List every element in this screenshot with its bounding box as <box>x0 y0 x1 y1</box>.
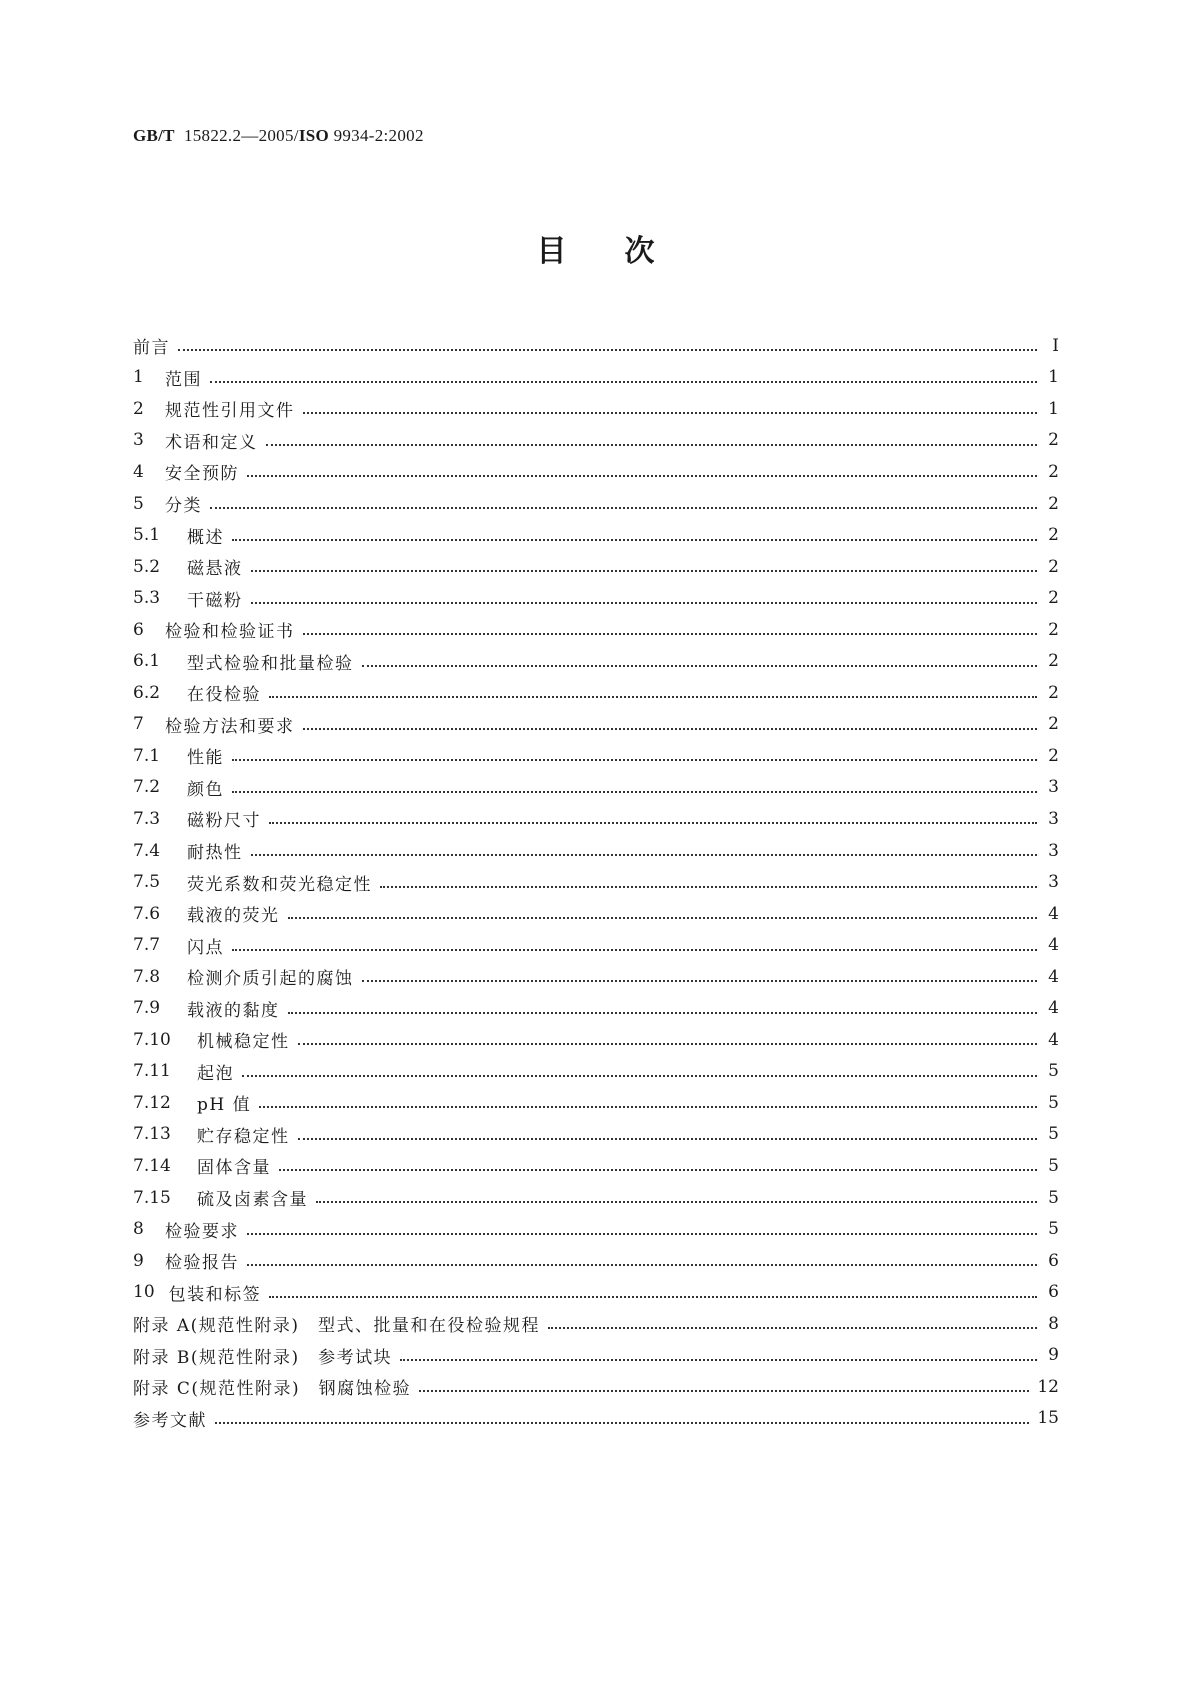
dot-leader <box>232 758 1037 761</box>
toc-entry-number: 7 <box>133 714 144 735</box>
toc-entry[interactable] <box>133 551 1059 583</box>
dot-leader <box>269 1295 1037 1298</box>
dot-leader <box>288 916 1038 919</box>
toc-entry-label: 安全预防 <box>165 464 239 485</box>
toc-entry-number: 10 <box>133 1282 155 1303</box>
toc-entry-page: 2 <box>1048 525 1059 546</box>
iso-number: 9934-2:2002 <box>333 126 424 145</box>
toc-entry-page: 3 <box>1048 808 1059 829</box>
toc-entry-label: 颜色 <box>187 779 224 800</box>
dot-leader <box>288 1011 1038 1014</box>
toc-entry[interactable] <box>133 456 1059 488</box>
toc-entry-page: 2 <box>1048 556 1059 577</box>
toc-entry-page: 1 <box>1048 367 1059 388</box>
toc-entry-page: 2 <box>1048 430 1059 451</box>
toc-entry-label: 贮存稳定性 <box>197 1126 290 1147</box>
toc-entry-label: 在役检验 <box>187 685 261 706</box>
dot-leader <box>548 1326 1037 1329</box>
toc-entry[interactable] <box>133 425 1059 457</box>
toc-entry[interactable] <box>133 1245 1059 1277</box>
dot-leader <box>215 1421 1029 1424</box>
toc-entry-page: 4 <box>1048 998 1059 1019</box>
toc-entry[interactable] <box>133 835 1059 867</box>
toc-entry-page: 2 <box>1048 745 1059 766</box>
toc-entry-label: 检验要求 <box>165 1221 239 1242</box>
dot-leader <box>316 1200 1037 1203</box>
toc-entry-label: 性能 <box>187 748 224 769</box>
toc-entry[interactable] <box>133 519 1059 551</box>
toc-entry[interactable] <box>133 1340 1059 1372</box>
dot-leader <box>298 1042 1038 1045</box>
dot-leader <box>210 380 1037 383</box>
dot-leader <box>362 979 1038 982</box>
toc-entry-label: 起泡 <box>197 1063 234 1084</box>
toc-entry-label: 耐热性 <box>187 843 243 864</box>
dot-leader <box>251 601 1038 604</box>
toc-entry[interactable] <box>133 645 1059 677</box>
dot-leader <box>266 443 1038 446</box>
dot-leader <box>259 1105 1037 1108</box>
toc-entry-page: 5 <box>1048 1124 1059 1145</box>
toc-entry-page: 15 <box>1037 1408 1059 1429</box>
toc-entry-number: 6 <box>133 619 144 640</box>
toc-entry[interactable] <box>133 1056 1059 1088</box>
toc-entry-page: 12 <box>1037 1376 1059 1397</box>
toc-entry[interactable] <box>133 740 1059 772</box>
toc-entry-number: 7.15 <box>133 1187 171 1208</box>
toc-entry[interactable] <box>133 1308 1059 1340</box>
toc-entry-label: 范围 <box>165 369 202 390</box>
toc-entry-number: 3 <box>133 430 144 451</box>
toc-entry-label: 分类 <box>165 496 202 516</box>
toc-entry-label: 附录 C(规范性附录) 钢腐蚀检验 <box>133 1379 412 1400</box>
toc-entry-number: 5.2 <box>133 556 161 577</box>
toc-entry[interactable] <box>133 677 1059 709</box>
toc-entry-label: 检验和检验证书 <box>165 622 295 643</box>
toc-entry[interactable] <box>133 1182 1059 1214</box>
toc-entry[interactable] <box>133 614 1059 646</box>
toc-entry-label: 概述 <box>187 527 224 548</box>
toc-entry[interactable] <box>133 488 1059 520</box>
toc-entry-page: 4 <box>1048 935 1059 956</box>
dot-leader <box>298 1137 1038 1140</box>
toc-entry-number: 1 <box>133 367 144 388</box>
toc-entry-page: 2 <box>1048 682 1059 703</box>
toc-entry-number: 7.13 <box>133 1124 171 1145</box>
toc-entry-page: 2 <box>1048 461 1059 482</box>
toc-entry-number: 2 <box>133 398 144 419</box>
toc-entry-label: 规范性引用文件 <box>165 401 295 422</box>
toc-entry-page: 6 <box>1048 1250 1059 1271</box>
toc-entry[interactable] <box>133 362 1059 394</box>
toc-entry[interactable] <box>133 1213 1059 1245</box>
dot-leader <box>247 1263 1037 1266</box>
page-title: 目次 <box>536 234 713 269</box>
toc-entry-number: 5.1 <box>133 525 161 546</box>
table-of-contents <box>133 330 1059 1434</box>
toc-entry-number: 7.7 <box>133 935 161 956</box>
toc-entry-label: 附录 A(规范性附录) 型式、批量和在役检验规程 <box>133 1316 540 1337</box>
standard-header <box>133 126 424 146</box>
toc-entry[interactable] <box>133 1150 1059 1182</box>
toc-entry-label: 磁粉尺寸 <box>187 811 261 832</box>
toc-entry-page: 2 <box>1048 714 1059 735</box>
toc-entry[interactable] <box>133 330 1059 362</box>
dot-leader <box>279 1168 1037 1171</box>
toc-entry-page: 2 <box>1048 493 1059 514</box>
toc-entry-label: 附录 B(规范性附录) 参考试块 <box>133 1347 393 1368</box>
toc-entry-label: 荧光系数和荧光稳定性 <box>187 874 372 895</box>
toc-entry-number: 6.1 <box>133 651 161 672</box>
toc-entry-number: 7.10 <box>133 1029 171 1050</box>
dot-leader <box>400 1358 1037 1361</box>
toc-entry-label: 干磁粉 <box>187 590 243 611</box>
toc-entry-number: 4 <box>133 461 144 482</box>
toc-entry[interactable] <box>133 1024 1059 1056</box>
iso-prefix: ISO <box>298 126 330 145</box>
toc-entry-page: 3 <box>1048 777 1059 798</box>
toc-entry-page: 5 <box>1048 1155 1059 1176</box>
toc-entry[interactable] <box>133 929 1059 961</box>
toc-entry-label: 载液的黏度 <box>187 1000 280 1021</box>
toc-entry-number: 7.2 <box>133 777 161 798</box>
toc-entry-number: 7.12 <box>133 1092 171 1113</box>
dot-leader <box>269 695 1037 698</box>
toc-entry[interactable] <box>133 1087 1059 1119</box>
toc-entry-label: 参考文献 <box>133 1410 207 1431</box>
toc-entry-label: 硫及卤素含量 <box>197 1190 308 1211</box>
toc-entry[interactable] <box>133 898 1059 930</box>
dot-leader <box>380 885 1037 888</box>
dot-leader <box>303 411 1038 414</box>
toc-entry[interactable] <box>133 582 1059 614</box>
toc-entry-page: 9 <box>1048 1345 1059 1366</box>
toc-entry-label: 型式检验和批量检验 <box>187 653 354 674</box>
toc-entry-number: 7.11 <box>133 1061 171 1082</box>
toc-entry-page: 5 <box>1048 1219 1059 1240</box>
toc-entry-label: 机械稳定性 <box>197 1032 290 1053</box>
toc-entry-number: 7.9 <box>133 998 161 1019</box>
toc-entry[interactable] <box>133 1119 1059 1151</box>
toc-entry-page: 2 <box>1048 588 1059 609</box>
dot-leader <box>419 1389 1029 1392</box>
toc-entry-label: 载液的荧光 <box>187 906 280 927</box>
dot-leader <box>247 1232 1037 1235</box>
dot-leader <box>251 569 1038 572</box>
dot-leader <box>242 1074 1037 1077</box>
toc-entry[interactable] <box>133 1403 1059 1435</box>
toc-entry-number: 7.5 <box>133 872 161 893</box>
toc-entry-page: 5 <box>1048 1061 1059 1082</box>
toc-entry-label: 术语和定义 <box>165 432 258 453</box>
toc-entry-page: 8 <box>1048 1313 1059 1334</box>
toc-entry-label: 闪点 <box>187 937 224 958</box>
dot-leader <box>247 474 1037 477</box>
toc-entry-label: 检测介质引起的腐蚀 <box>187 969 354 990</box>
toc-entry-label: 检验报告 <box>165 1253 239 1274</box>
dot-leader <box>232 948 1037 951</box>
toc-entry[interactable] <box>133 803 1059 835</box>
dot-leader <box>362 664 1038 667</box>
dot-leader <box>269 821 1037 824</box>
toc-entry-number: 6.2 <box>133 682 161 703</box>
toc-entry-page: I <box>1052 335 1059 356</box>
toc-entry[interactable] <box>133 1276 1059 1308</box>
toc-entry-label: 检验方法和要求 <box>165 716 295 737</box>
standard-number: 15822.2—2005/ <box>183 126 299 145</box>
toc-entry[interactable] <box>133 866 1059 898</box>
toc-entry-number: 7.14 <box>133 1155 171 1176</box>
toc-entry-page: 4 <box>1048 903 1059 924</box>
toc-entry-page: 3 <box>1048 872 1059 893</box>
dot-leader <box>251 853 1038 856</box>
toc-entry-number: 5.3 <box>133 588 161 609</box>
dot-leader <box>210 506 1037 509</box>
toc-entry[interactable] <box>133 709 1059 741</box>
toc-entry-number: 5 <box>133 493 144 514</box>
toc-entry-number: 8 <box>133 1219 144 1240</box>
standard-prefix: GB/T <box>133 126 175 145</box>
toc-entry[interactable] <box>133 393 1059 425</box>
dot-leader <box>303 727 1038 730</box>
toc-entry-page: 2 <box>1048 619 1059 640</box>
toc-entry-number: 7.3 <box>133 808 161 829</box>
toc-entry-number: 7.6 <box>133 903 161 924</box>
toc-entry-page: 2 <box>1048 651 1059 672</box>
toc-entry[interactable] <box>133 992 1059 1024</box>
toc-entry-label: 固体含量 <box>197 1158 271 1179</box>
toc-entry-page: 4 <box>1048 1029 1059 1050</box>
dot-leader <box>232 790 1037 793</box>
toc-entry-page: 6 <box>1048 1282 1059 1303</box>
dot-leader <box>303 632 1038 635</box>
dot-leader <box>178 348 1037 351</box>
toc-entry-number: 9 <box>133 1250 144 1271</box>
toc-entry-label: 包装和标签 <box>168 1284 262 1305</box>
toc-entry-label: 磁悬液 <box>187 559 243 580</box>
toc-entry-page: 1 <box>1048 398 1059 419</box>
toc-entry-label: pH 值 <box>197 1095 252 1116</box>
toc-entry-number: 7.1 <box>133 745 161 766</box>
toc-entry-number: 7.4 <box>133 840 161 861</box>
dot-leader <box>232 538 1037 541</box>
toc-entry-page: 4 <box>1048 966 1059 987</box>
toc-entry[interactable] <box>133 772 1059 804</box>
toc-entry-number: 7.8 <box>133 966 161 987</box>
toc-entry[interactable] <box>133 961 1059 993</box>
toc-entry-page: 3 <box>1048 840 1059 861</box>
toc-entry-label: 前言 <box>133 338 170 359</box>
toc-entry-page: 5 <box>1048 1187 1059 1208</box>
toc-entry-page: 5 <box>1048 1092 1059 1113</box>
toc-entry[interactable] <box>133 1371 1059 1403</box>
